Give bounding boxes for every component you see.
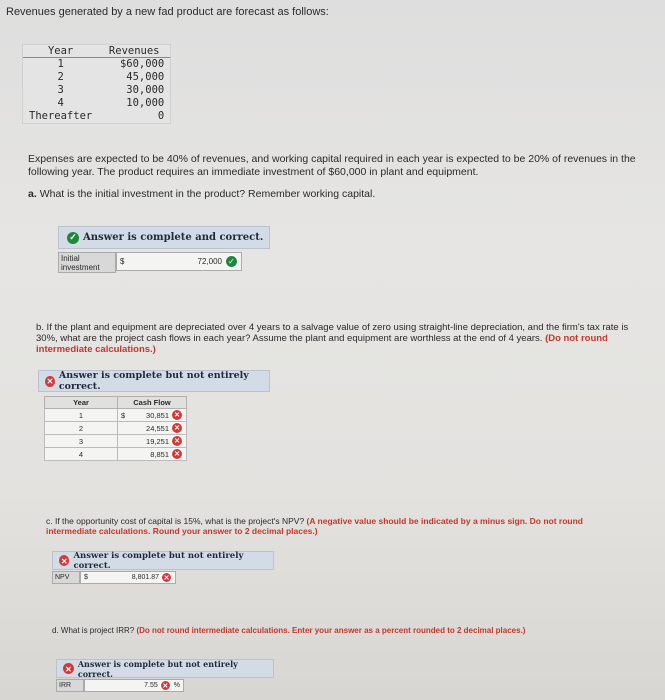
part-c-question <box>46 516 626 536</box>
cash-flow-value: 30,851 <box>146 410 169 420</box>
part-a-answer-row <box>58 252 242 273</box>
x-circle-icon: ✕ <box>171 409 183 421</box>
year-cell: 4 <box>45 448 118 461</box>
part-d-question <box>52 626 652 636</box>
part-b-question-text: b. If the plant and equipment are depreciated over 4 years to a salvage value of zero using straight-line depreciation, and the firm's tax rate is 30%, what are the project cash flows in each year? Assume the plant and equipment are worthless at the end of 4 years. <box>36 322 629 344</box>
table-row <box>23 97 170 110</box>
table-row <box>45 448 187 461</box>
year-cell: 1 <box>57 58 64 70</box>
expenses-text: Expenses are expected to be 40% of revenues, and working capital required in each year is expected to be 20% of revenues in the following year. The product requires an immediate investment of $60,000 in plant and equipment. <box>28 153 636 178</box>
irr-label: IRR <box>56 679 84 692</box>
x-circle-icon: ✕ <box>60 555 68 566</box>
cash-flow-value: 8,851 <box>150 449 169 459</box>
x-circle-icon: ✕ <box>171 435 183 447</box>
irr-value: 7.55 <box>144 682 158 689</box>
year-cell: 2 <box>45 422 118 435</box>
part-c-answer-row <box>52 571 176 584</box>
cash-flow-header: Cash Flow <box>118 397 187 409</box>
currency-symbol: $ <box>120 257 125 266</box>
cash-flow-field[interactable] <box>118 409 187 422</box>
revenue-cell: $60,000 <box>119 58 165 70</box>
part-b-note: (Do not round intermediate calculations.) <box>36 333 608 355</box>
part-b-question <box>36 322 651 355</box>
year-cell: 2 <box>57 71 64 83</box>
npv-label: NPV <box>52 571 80 584</box>
part-d-banner-text: Answer is complete but not entirely correct. <box>77 658 238 679</box>
cash-flow-value: 24,551 <box>146 423 169 433</box>
x-circle-icon: ✕ <box>171 422 183 434</box>
x-circle-icon: ✕ <box>46 376 54 386</box>
revenue-cell: 45,000 <box>126 71 165 83</box>
percent-unit: % <box>173 682 180 689</box>
table-row <box>45 435 187 448</box>
year-cell: 4 <box>57 97 64 109</box>
part-d-answer-row <box>56 679 184 692</box>
part-d-question-text: d. What is project IRR? <box>52 626 135 635</box>
initial-investment-label: Initial investment <box>58 252 116 273</box>
revenues-header: Revenues <box>98 45 170 58</box>
currency-symbol: $ <box>84 574 88 581</box>
revenue-table <box>22 44 171 124</box>
table-row <box>23 84 170 97</box>
year-cell: Thereafter <box>29 110 93 122</box>
intro-text: Revenues generated by a new fad product are forecast as follows: <box>6 6 329 18</box>
revenue-cell: 10,000 <box>126 97 165 109</box>
revenue-cell: 30,000 <box>126 84 165 96</box>
part-c-banner-text: Answer is complete but not entirely correct. <box>73 550 244 571</box>
irr-field[interactable] <box>84 679 184 692</box>
part-a-question-text: What is the initial investment in the product? Remember working capital. <box>39 188 376 200</box>
part-c-question-text: c. If the opportunity cost of capital is 15%, what is the project's NPV? <box>46 516 305 526</box>
check-icon: ✓ <box>67 232 79 244</box>
year-cell: 3 <box>45 435 118 448</box>
table-row <box>23 71 170 84</box>
table-row <box>23 110 170 123</box>
table-row <box>45 409 187 422</box>
part-b-status-banner <box>38 370 270 392</box>
npv-field[interactable] <box>80 571 176 584</box>
part-d-status-banner <box>56 659 274 678</box>
cash-flow-field[interactable] <box>118 435 187 448</box>
part-a-banner-text: Answer is complete and correct. <box>83 232 264 243</box>
npv-value: 8,801.87 <box>131 574 159 581</box>
part-a-question <box>28 188 628 201</box>
initial-investment-field[interactable] <box>116 252 242 271</box>
currency-symbol: $ <box>121 410 126 420</box>
x-circle-icon: ✕ <box>63 663 74 674</box>
year-header: Year <box>23 45 98 58</box>
part-a-prefix: a. <box>28 188 37 200</box>
initial-investment-value: 72,000 <box>197 257 222 266</box>
revenue-cell: 0 <box>157 110 165 122</box>
year-cell: 3 <box>57 84 64 96</box>
cash-flow-table <box>44 396 187 461</box>
part-c-status-banner <box>52 551 274 570</box>
cash-flow-field[interactable] <box>118 448 187 461</box>
cash-flow-value: 19,251 <box>146 436 169 446</box>
table-row <box>23 58 170 72</box>
part-b-banner-text: Answer is complete but not entirely correct. <box>58 370 249 392</box>
cash-flow-field[interactable] <box>118 422 187 435</box>
x-circle-icon: ✕ <box>161 572 172 583</box>
part-a-status-banner <box>58 226 270 249</box>
part-c-note: (A negative value should be indicated by a minus sign. Do not round intermediate calculations. Round your answer to 2 decimal places.) <box>46 516 583 536</box>
table-row <box>45 422 187 435</box>
x-circle-icon: ✕ <box>171 448 183 460</box>
check-icon: ✓ <box>225 255 238 268</box>
year-cell: 1 <box>45 409 118 422</box>
part-d-note: (Do not round intermediate calculations. Enter your answer as a percent rounded to 2 decimal places.) <box>136 626 526 635</box>
x-circle-icon: ✕ <box>160 680 171 691</box>
year-header: Year <box>45 397 118 409</box>
